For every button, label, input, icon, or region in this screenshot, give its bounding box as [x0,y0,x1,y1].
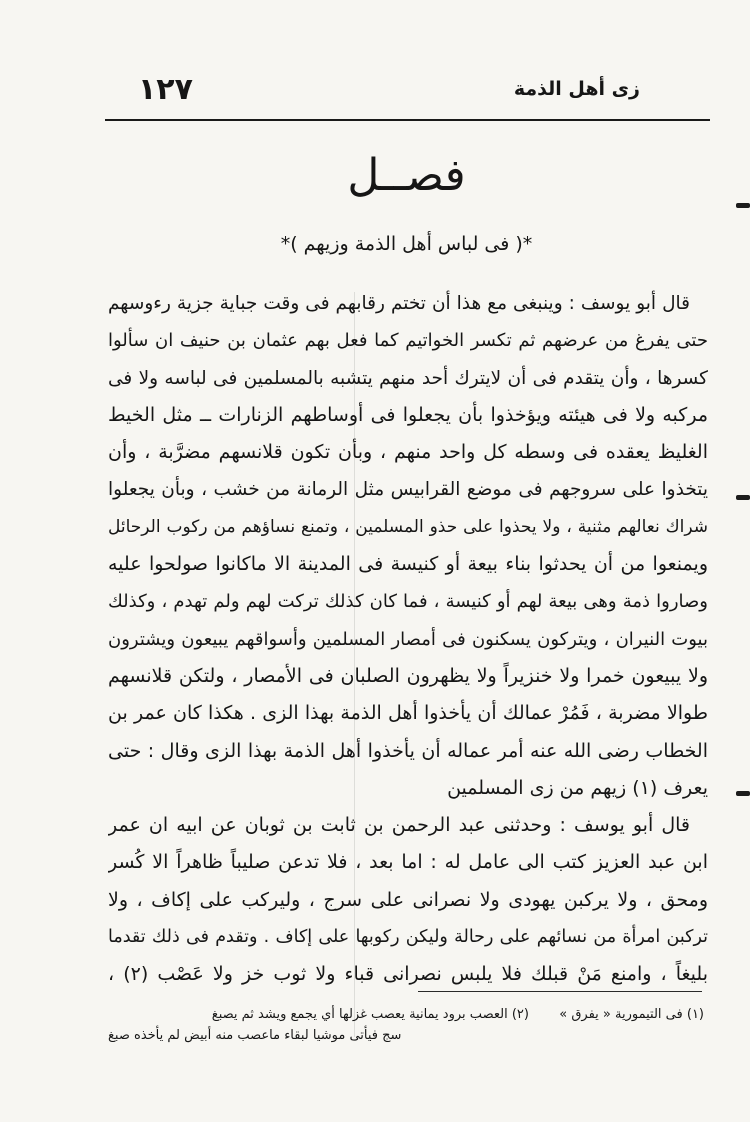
footnote-marker: (١) [686,1007,704,1022]
body-line: حتى يفرغ من عرضهم ثم تكسر الخواتيم كما فعل بهم عثمان بن حنيف ان سألوا [108,330,708,352]
binding-mark [736,495,750,500]
body-line: شراك نعالهم مثنية ، ولا يحذوا على حذو المسلمين ، وتمنع نساؤهم من ركوب الرحائل [108,516,708,537]
binding-mark [736,203,750,208]
binding-mark [736,791,750,796]
body-line: الغليظ يعقده فى وسطه كل واحد منهم ، وبأن تكون قلانسهم مضرَّبة ، وأن [108,441,708,464]
footnote-marker: (٢) [511,1007,529,1022]
section-title: فصــل [347,150,466,201]
body-line: بيوت النيران ، ويتركون يسكنون فى أمصار المسلمين وأسواقهم يبيعون ويشترون [108,628,708,650]
body-text [108,285,708,994]
body-line: ومحق ، ولا يركبن يهودى ولا نصرانى على سرج ، وليركب على إكاف ، ولا [108,888,708,911]
section-subtitle: *( فى لباس أهل الذمة وزيهم )* [280,233,533,255]
footnote-text: العصب برود يمانية يعصب غزلها أي يجمع ويشد ثم يصبغ [211,1007,508,1022]
body-line: ولا يبيعون خمرا ولا خنزيراً ولا يظهرون الصلبان فى الأمصار ، ولتكن قلانسهم [108,664,708,687]
page-number: ١٢٧ [138,72,193,107]
footnote-line [108,1004,704,1025]
body-line: بليغاً ، وامنع مَنْ قبلك فلا يلبس نصرانى قباء ولا ثوب خز ولا عَصْب (٢) ، [108,963,708,986]
running-title: زى أهل الذمة [513,78,640,100]
body-line: ويمنعوا من أن يحدثوا بناء بيعة أو كنيسة فى المدينة الا ماكانوا صولحوا عليه [108,553,708,576]
body-line: وصاروا ذمة وهى بيعة لهم أو كنيسة ، فما كان كذلك تركت لهم ولم تهدم ، وكذلك [108,591,708,613]
body-line: الخطاب رضى الله عنه أمر عماله أن يأخذوا أهل الذمة بهذا الزى وقال : حتى [108,739,708,762]
paragraph [108,285,708,807]
footnote-rule [418,991,702,992]
body-line: ابن عبد العزيز كتب الى عامل له : اما بعد ، فلا تدعن صليباً ظاهراً الا كُسر [108,851,708,874]
body-line: قال أبو يوسف : وحدثنى عبد الرحمن بن ثابت بن ثوبان عن ابيه ان عمر [108,814,690,837]
body-line: يعرف (١) زيهم من زى المسلمين [447,776,708,799]
body-line: قال أبو يوسف : وينبغى مع هذا أن تختم رقابهم فى وقت جباية جزية رءوسهم [108,293,690,314]
body-line: مركبه ولا فى هيئته ويؤخذوا بأن يجعلوا فى أوساطهم الزنارات ــ مثل الخيط [108,403,708,426]
footnote-continuation: سج فيأتى موشيا لبقاء ماعصب منه أبيض لم يأخذه صبغ [108,1028,402,1043]
body-line: كسرها ، وأن يتقدم فى أن لايترك أحد منهم يتشبه بالمسلمين فى لباسه ولا فى [108,367,708,389]
footnotes [108,1004,704,1046]
body-line: تركبن امرأة من نسائهم على رحالة وليكن ركوبها على إكاف . وتقدم فى ذلك تقدما [108,927,708,948]
header-rule [105,119,710,121]
body-line: يتخذوا على سروجهم فى موضع القرابيس مثل الرمانة من خشب ، وبأن يجعلوا [108,479,708,501]
page-header [105,72,708,116]
footnote-text: فى التيمورية « يفرق » [559,1007,683,1022]
paragraph [108,807,708,993]
body-line: طوالا مضربة ، فَمُرْ عمالك أن يأخذوا أهل الذمة بهذا الزى . هكذا كان عمر بن [108,702,708,725]
